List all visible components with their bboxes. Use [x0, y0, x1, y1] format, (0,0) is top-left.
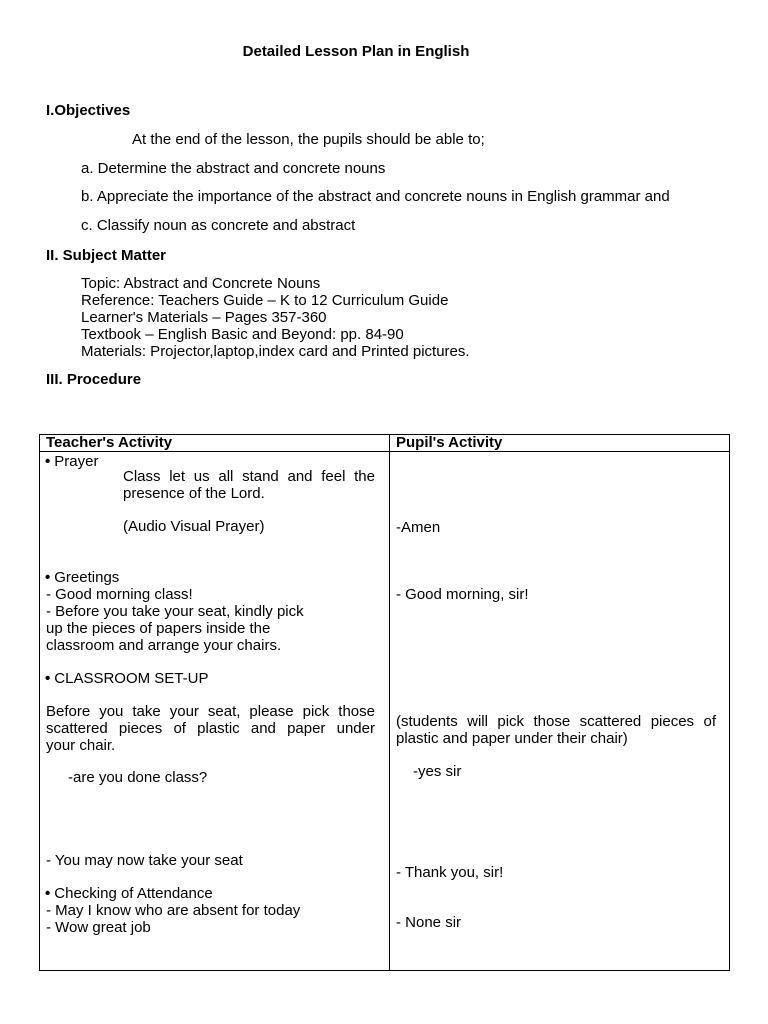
- objective-item-b: b. Appreciate the importance of the abstract and concrete nouns in English grammar and: [81, 188, 670, 205]
- teacher-activity-header: Teacher's Activity: [40, 435, 390, 452]
- done-question: -are you done class?: [68, 769, 208, 786]
- pupil-pick-line-2: plastic and paper under their chair): [396, 730, 628, 747]
- objective-item-a: a. Determine the abstract and concrete nouns: [81, 160, 386, 177]
- attendance-heading: • Checking of Attendance: [45, 885, 213, 902]
- subject-matter-heading: II. Subject Matter: [46, 247, 167, 264]
- pupil-activity-cell: [390, 452, 730, 971]
- attendance-line-2: - Wow great job: [46, 919, 151, 936]
- prayer-note: (Audio Visual Prayer): [123, 518, 265, 535]
- take-seat-line: - You may now take your seat: [46, 852, 243, 869]
- pupil-activity-header: Pupil's Activity: [390, 435, 730, 452]
- greetings-line-3: up the pieces of papers inside the: [46, 620, 271, 637]
- classroom-setup-heading: • CLASSROOM SET-UP: [45, 670, 208, 687]
- pupil-thank-you: - Thank you, sir!: [396, 864, 504, 881]
- objectives-heading: I.Objectives: [46, 102, 131, 119]
- setup-line-3: your chair.: [46, 737, 116, 754]
- attendance-line-1: - May I know who are absent for today: [46, 902, 301, 919]
- setup-line-2: scattered pieces of plastic and paper under: [46, 720, 375, 737]
- pupil-good-morning: - Good morning, sir!: [396, 586, 529, 603]
- prayer-heading: • Prayer: [45, 453, 98, 470]
- greetings-line-1: - Good morning class!: [46, 586, 193, 603]
- procedure-table: [39, 434, 730, 971]
- pupil-yes-sir: -yes sir: [413, 763, 462, 780]
- subject-materials: Materials: Projector,laptop,index card and Printed pictures.: [81, 343, 470, 360]
- pupil-pick-line-1: (students will pick those scattered pieces of: [396, 713, 716, 730]
- procedure-heading: III. Procedure: [46, 371, 142, 388]
- prayer-line-2: presence of the Lord.: [123, 485, 265, 502]
- page-title: Detailed Lesson Plan in English: [242, 43, 470, 60]
- subject-learners-materials: Learner's Materials – Pages 357-360: [81, 309, 327, 326]
- greetings-line-4: classroom and arrange your chairs.: [46, 637, 282, 654]
- subject-topic: Topic: Abstract and Concrete Nouns: [81, 275, 321, 292]
- pupil-amen: -Amen: [396, 519, 441, 536]
- objective-item-c: c. Classify noun as concrete and abstract: [81, 217, 356, 234]
- pupil-none-sir: - None sir: [396, 914, 462, 931]
- subject-textbook: Textbook – English Basic and Beyond: pp. 84-90: [81, 326, 404, 343]
- teacher-activity-cell: [40, 452, 390, 971]
- subject-reference: Reference: Teachers Guide – K to 12 Curriculum Guide: [81, 292, 449, 309]
- setup-line-1: Before you take your seat, please pick those: [46, 703, 375, 720]
- greetings-heading: • Greetings: [45, 569, 119, 586]
- objectives-intro: At the end of the lesson, the pupils should be able to;: [132, 131, 485, 148]
- prayer-line-1: Class let us all stand and feel the: [123, 468, 375, 485]
- greetings-line-2: - Before you take your seat, kindly pick: [46, 603, 304, 620]
